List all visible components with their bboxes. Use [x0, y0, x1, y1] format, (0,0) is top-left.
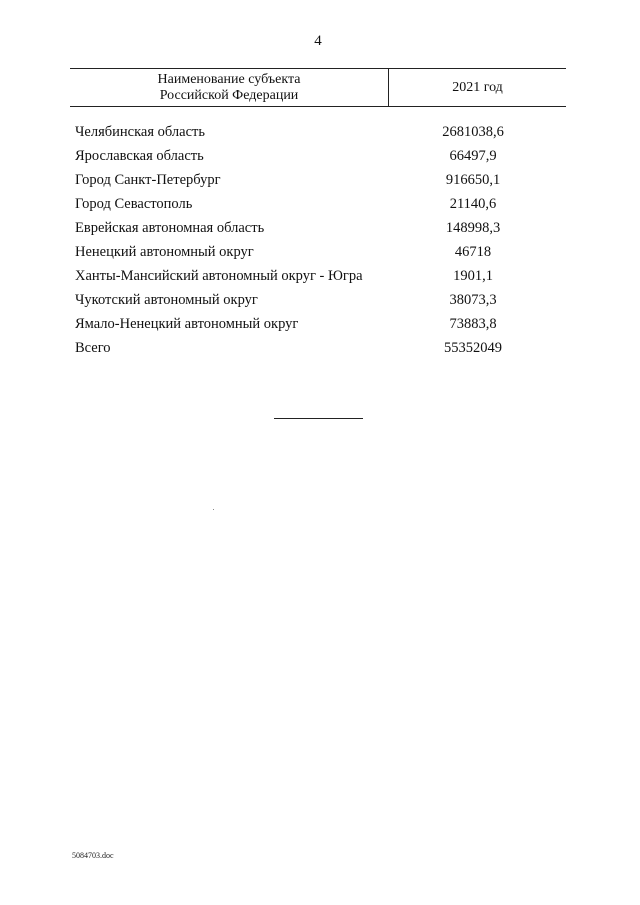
table-row-total — [75, 336, 535, 360]
row-subject-name: Город Севастополь — [75, 196, 193, 212]
row-subject-name: Ненецкий автономный округ — [75, 244, 254, 260]
row-value: 1901,1 — [453, 268, 493, 284]
table-row — [75, 264, 535, 288]
row-subject-name: Еврейская автономная область — [75, 220, 265, 236]
table-row — [75, 144, 535, 168]
page-number: 4 — [314, 33, 322, 49]
table-row — [75, 240, 535, 264]
table-row — [75, 312, 535, 336]
row-subject-name: Чукотский автономный округ — [75, 292, 258, 308]
row-total-label: Всего — [75, 340, 111, 356]
row-value: 73883,8 — [449, 316, 497, 332]
row-subject-name: Ямало-Ненецкий автономный округ — [75, 316, 299, 332]
row-value: 2681038,6 — [442, 124, 504, 140]
row-subject-name: Ярославская область — [75, 148, 204, 164]
table-row — [75, 216, 535, 240]
end-of-table-rule — [274, 418, 363, 419]
header-subject-name-line1: Наименование субъекта — [157, 72, 301, 87]
row-value: 916650,1 — [445, 172, 501, 188]
table-header — [70, 68, 566, 107]
row-subject-name: Ханты-Мансийский автономный округ - Югра — [75, 268, 363, 284]
row-value: 66497,9 — [449, 148, 497, 164]
header-year: 2021 год — [452, 80, 503, 95]
header-subject-name-line2: Российской Федерации — [159, 88, 299, 103]
row-value: 46718 — [454, 244, 492, 260]
row-subject-name: Город Санкт-Петербург — [75, 172, 221, 188]
table-body — [75, 120, 535, 360]
row-value: 21140,6 — [449, 196, 497, 212]
row-value: 148998,3 — [445, 220, 501, 236]
table-row — [75, 288, 535, 312]
table-row — [75, 192, 535, 216]
footer-file-name: 5084703.doc — [72, 851, 114, 860]
table-row — [75, 168, 535, 192]
row-value: 38073,3 — [449, 292, 497, 308]
table-row — [75, 120, 535, 144]
header-subject-name — [70, 72, 388, 104]
row-total-value: 55352049 — [444, 340, 502, 356]
scan-speck — [213, 509, 214, 510]
row-subject-name: Челябинская область — [75, 124, 205, 140]
